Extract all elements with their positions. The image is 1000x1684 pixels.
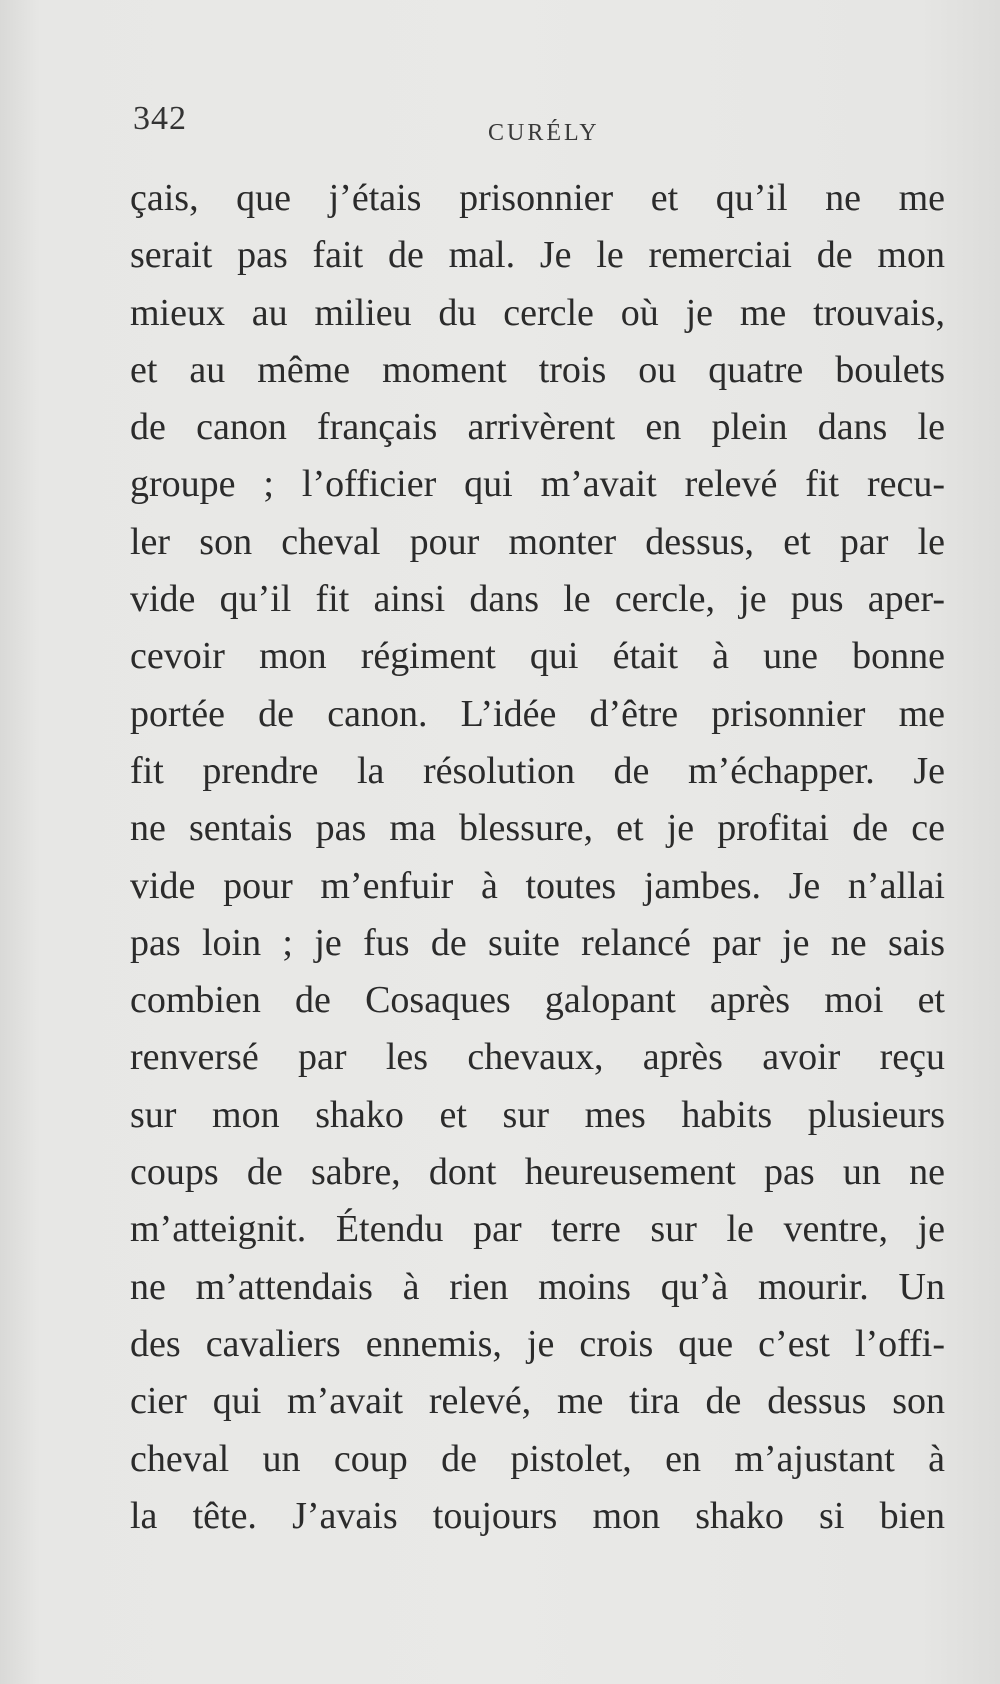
running-head xyxy=(133,100,933,150)
text-line: des cavaliers ennemis, je crois que c’est l’offi- xyxy=(130,1322,945,1365)
text-line: sur mon shako et sur mes habits plusieurs xyxy=(130,1093,945,1136)
text-line: coups de sabre, dont heureusement pas un ne xyxy=(130,1151,945,1194)
text-line: portée de canon. L’idée d’être prisonnier me xyxy=(130,692,945,735)
text-line: mieux au milieu du cercle où je me trouvais, xyxy=(130,291,945,334)
text-line: groupe ; l’officier qui m’avait relevé fit recu- xyxy=(130,463,945,506)
text-line: cier qui m’avait relevé, me tira de dessus son xyxy=(130,1380,945,1423)
text-line: vide qu’il fit ainsi dans le cercle, je pus aper- xyxy=(130,578,945,621)
text-line: la tête. J’avais toujours mon shako si bien xyxy=(130,1494,945,1537)
text-line: cevoir mon régiment qui était à une bonne xyxy=(130,635,945,678)
text-line: m’atteignit. Étendu par terre sur le ventre, je xyxy=(130,1208,945,1251)
page-number: 342 xyxy=(133,100,187,137)
text-line: vide pour m’enfuir à toutes jambes. Je n’allai xyxy=(130,864,945,907)
text-line: de canon français arrivèrent en plein dans le xyxy=(130,406,945,449)
text-line: ne sentais pas ma blessure, et je profitai de ce xyxy=(130,807,945,850)
text-line: combien de Cosaques galopant après moi et xyxy=(130,979,945,1022)
text-line: çais, que j’étais prisonnier et qu’il ne me xyxy=(130,177,945,219)
text-line: pas loin ; je fus de suite relancé par je ne sais xyxy=(130,921,945,964)
body-text xyxy=(130,170,945,1545)
text-line: cheval un coup de pistolet, en m’ajustant à xyxy=(130,1437,945,1480)
text-line: renversé par les chevaux, après avoir reçu xyxy=(130,1036,945,1079)
text-line: ler son cheval pour monter dessus, et par le xyxy=(130,520,945,563)
text-line: serait pas fait de mal. Je le remerciai de mon xyxy=(130,234,945,277)
text-line: fit prendre la résolution de m’échapper. Je xyxy=(130,749,945,792)
text-line: et au même moment trois ou quatre boulets xyxy=(130,348,945,391)
text-line: ne m’attendais à rien moins qu’à mourir. Un xyxy=(130,1265,945,1308)
running-title: CURÉLY xyxy=(488,120,600,146)
